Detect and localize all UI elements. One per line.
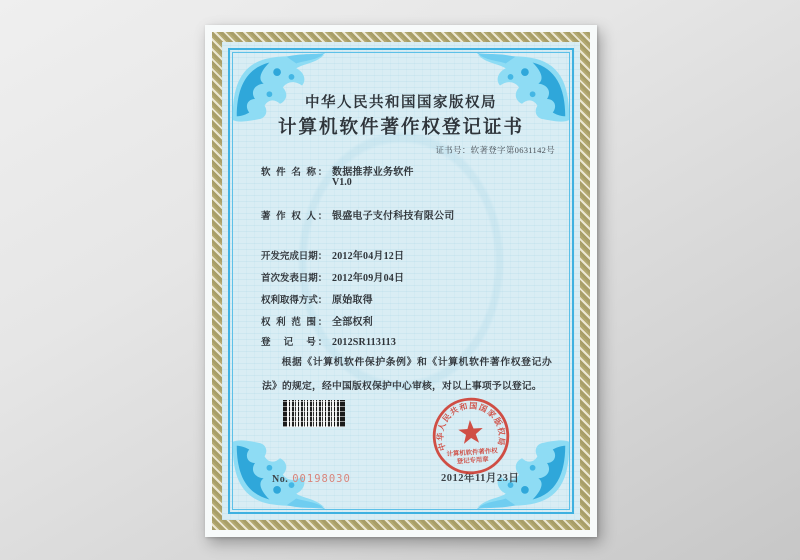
serial-number-prefix: No. xyxy=(272,474,289,485)
stamp-star-icon xyxy=(458,419,484,444)
serial-number-value: 00198030 xyxy=(292,473,351,485)
field-value-software-name: 数据推荐业务软件 xyxy=(332,167,414,178)
field-label-registration-number: 登 记 号： xyxy=(261,338,327,348)
field-row-registration-number xyxy=(261,332,396,350)
authority-title: 中华人民共和国国家版权局 xyxy=(305,95,497,111)
field-value-first-publication-date: 2012年09月04日 xyxy=(332,273,405,284)
certificate-number-value: 软著登字第0631142号 xyxy=(470,145,555,155)
field-value-completion-date: 2012年04月12日 xyxy=(332,251,405,262)
official-stamp xyxy=(428,393,513,478)
field-row-acquisition-method xyxy=(261,290,373,308)
stamp-caption-line2: 登记专用章 xyxy=(456,456,489,466)
field-row-first-publication-date xyxy=(261,268,404,286)
field-row-rights-scope xyxy=(261,312,373,330)
field-label-copyright-owner: 著 作 权 人： xyxy=(261,212,327,222)
field-label-rights-scope: 权 利 范 围： xyxy=(261,318,327,328)
field-value-copyright-owner: 银盛电子支付科技有限公司 xyxy=(332,211,455,222)
field-label-completion-date: 开发完成日期： xyxy=(261,252,327,262)
stamp-caption-line1: 计算机软件著作权 xyxy=(446,447,498,459)
stamp-ring-text: 中华人民共和国国家版权局 xyxy=(435,401,507,452)
field-value-registration-number: 2012SR113113 xyxy=(332,337,397,348)
field-label-acquisition-method: 权利取得方式： xyxy=(261,296,327,306)
field-label-first-publication-date: 首次发表日期： xyxy=(261,274,327,284)
field-value-acquisition-method: 原始取得 xyxy=(332,295,373,306)
serial-number xyxy=(272,469,351,487)
certificate-number xyxy=(435,144,555,156)
barcode xyxy=(283,400,345,427)
issue-date: 2012年11月23日 xyxy=(441,473,520,484)
certificate-document xyxy=(205,25,597,537)
field-label-software-name: 软 件 名 称： xyxy=(261,168,327,178)
software-version: V1.0 xyxy=(332,177,352,188)
field-value-rights-scope: 全部权利 xyxy=(332,317,373,328)
field-row-completion-date xyxy=(261,246,404,264)
certificate-number-label: 证书号： xyxy=(435,145,471,155)
certificate-title: 计算机软件著作权登记证书 xyxy=(277,118,524,138)
registration-statement: 根据《计算机软件保护条例》和《计算机软件著作权登记办法》的规定，经中国版权保护中心审核，对以上事项予以登记。 xyxy=(262,357,552,392)
field-row-copyright-owner xyxy=(261,206,454,224)
